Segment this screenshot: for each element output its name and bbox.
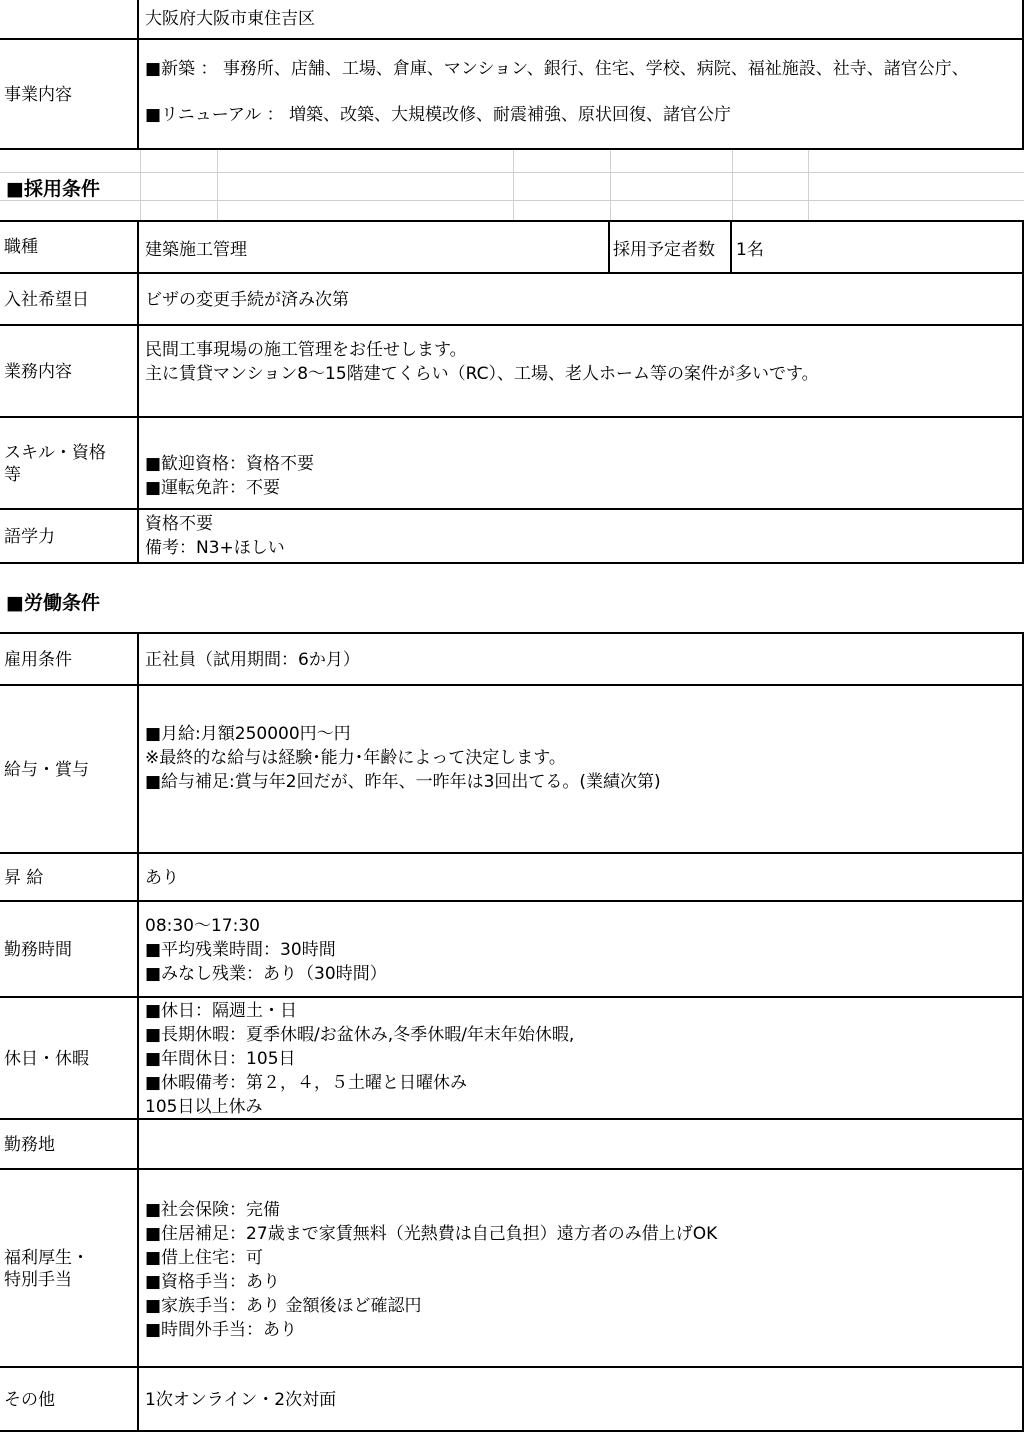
language-label: 語学力: [0, 510, 139, 564]
raise-row: [0, 852, 1024, 902]
salary-label: 給与・賞与: [0, 686, 139, 854]
skills-line-1: ■歓迎資格：資格不要: [145, 454, 315, 474]
hours-label: 勤務時間: [0, 902, 139, 998]
welfare-label-line-1: 福利厚生・: [4, 1248, 89, 1268]
duties-line-1: 民間工事現場の施工管理をお任せします。: [145, 340, 467, 360]
language-line-2: 備考：N3+ほしい: [145, 538, 285, 558]
language-line-1: 資格不要: [145, 514, 213, 534]
salary-row: [0, 684, 1024, 854]
duties-value: [141, 326, 1024, 418]
headcount-value: 1名: [736, 239, 764, 260]
start-value: ビザの変更手続が済み次第: [145, 290, 349, 310]
salary-line-1: ■月給:月額250000円〜円: [145, 724, 351, 744]
employment-row: [0, 632, 1024, 686]
start-label: 入社希望日: [0, 274, 139, 326]
language-value: [141, 510, 1024, 564]
business-label: 事業内容: [0, 40, 139, 150]
divider: [0, 1430, 1024, 1432]
hours-line-1: 08:30〜17:30: [145, 916, 260, 936]
holiday-line-2: ■長期休暇：夏季休暇/お盆休み,冬季休暇/年末年始休暇,: [145, 1025, 575, 1045]
hours-row: [0, 900, 1024, 998]
section-title-work: ■労働条件: [6, 592, 100, 614]
company-address: 大阪府大阪市東住吉区: [145, 9, 315, 29]
welfare-label-line-2: 特別手当: [4, 1270, 72, 1290]
other-value: 1次オンライン・2次対面: [145, 1390, 337, 1410]
start-row: [0, 272, 1024, 326]
raise-value: あり: [145, 868, 179, 888]
business-line-renewal: ■リニューアル ： 増築、改築、大規模改修、耐震補強、原状回復、諸官公庁: [145, 105, 731, 125]
welfare-row: [0, 1168, 1024, 1368]
section-title-hiring: ■採用条件: [6, 178, 100, 200]
holiday-line-1: ■休日：隔週土・日: [145, 1001, 298, 1021]
divider: [0, 562, 1024, 564]
holiday-line-5: 105日以上休み: [145, 1097, 263, 1117]
skills-value: [141, 418, 1024, 510]
holiday-label: 休日・休暇: [0, 998, 139, 1120]
headcount-label: 採用予定者数: [611, 222, 732, 272]
job-value: 建築施工管理: [141, 222, 610, 272]
welfare-line-1: ■社会保険：完備: [145, 1200, 281, 1220]
holiday-line-4: ■休暇備考：第２，４，５土曜と日曜休み: [145, 1073, 468, 1093]
hours-value: [141, 902, 1024, 998]
job-label: 職種: [0, 222, 139, 272]
location-value: [141, 1120, 1024, 1170]
duties-label: 業務内容: [0, 326, 139, 418]
holiday-row: [0, 996, 1024, 1120]
skills-label: スキル・資格等: [0, 418, 139, 510]
duties-line-2: 主に賃貸マンション8〜15階建てくらい（RC）、工場、老人ホーム等の案件が多いです。: [145, 364, 819, 384]
address-label-cell: [0, 0, 139, 38]
address-row: [0, 0, 1024, 38]
location-row: [0, 1118, 1024, 1170]
skills-line-2: ■運転免許：不要: [145, 478, 281, 498]
other-row: [0, 1366, 1024, 1432]
skills-row: [0, 416, 1024, 510]
employment-value: 正社員（試用期間：6か月）: [145, 650, 360, 670]
raise-label: 昇 給: [0, 854, 139, 902]
welfare-line-5: ■家族手当：あり 金額後ほど確認円: [145, 1296, 422, 1316]
hours-line-3: ■みなし残業：あり（30時間）: [145, 964, 387, 984]
language-row: [0, 508, 1024, 564]
welfare-value: [141, 1170, 1024, 1368]
duties-row: [0, 324, 1024, 418]
job-row: [0, 220, 1024, 272]
location-label: 勤務地: [0, 1120, 139, 1170]
divider: [0, 148, 1024, 150]
salary-line-2: ※最終的な給与は経験･能力･年齢によって決定します。: [145, 748, 566, 768]
holiday-value: [141, 998, 1024, 1120]
salary-line-3: ■給与補足:賞与年2回だが、昨年、一昨年は3回出てる。(業績次第): [145, 772, 661, 792]
employment-label: 雇用条件: [0, 634, 139, 686]
hours-line-2: ■平均残業時間：30時間: [145, 940, 336, 960]
business-line-new: ■新築 ： 事務所、店舗、工場、倉庫、マンション、銀行、住宅、学校、病院、福祉施設、社寺、諸官公庁、: [145, 59, 969, 79]
welfare-line-6: ■時間外手当：あり: [145, 1320, 298, 1340]
welfare-line-2: ■住居補足：27歳まで家賃無料（光熱費は自己負担）遠方者のみ借上げOK: [145, 1224, 718, 1244]
business-value: [141, 40, 1024, 150]
salary-value: [141, 686, 1024, 854]
holiday-line-3: ■年間休日：105日: [145, 1049, 296, 1069]
welfare-line-4: ■資格手当：あり: [145, 1272, 281, 1292]
business-row: [0, 38, 1024, 150]
welfare-line-3: ■借上住宅：可: [145, 1248, 264, 1268]
welfare-label: [0, 1170, 139, 1368]
other-label: その他: [0, 1368, 139, 1432]
